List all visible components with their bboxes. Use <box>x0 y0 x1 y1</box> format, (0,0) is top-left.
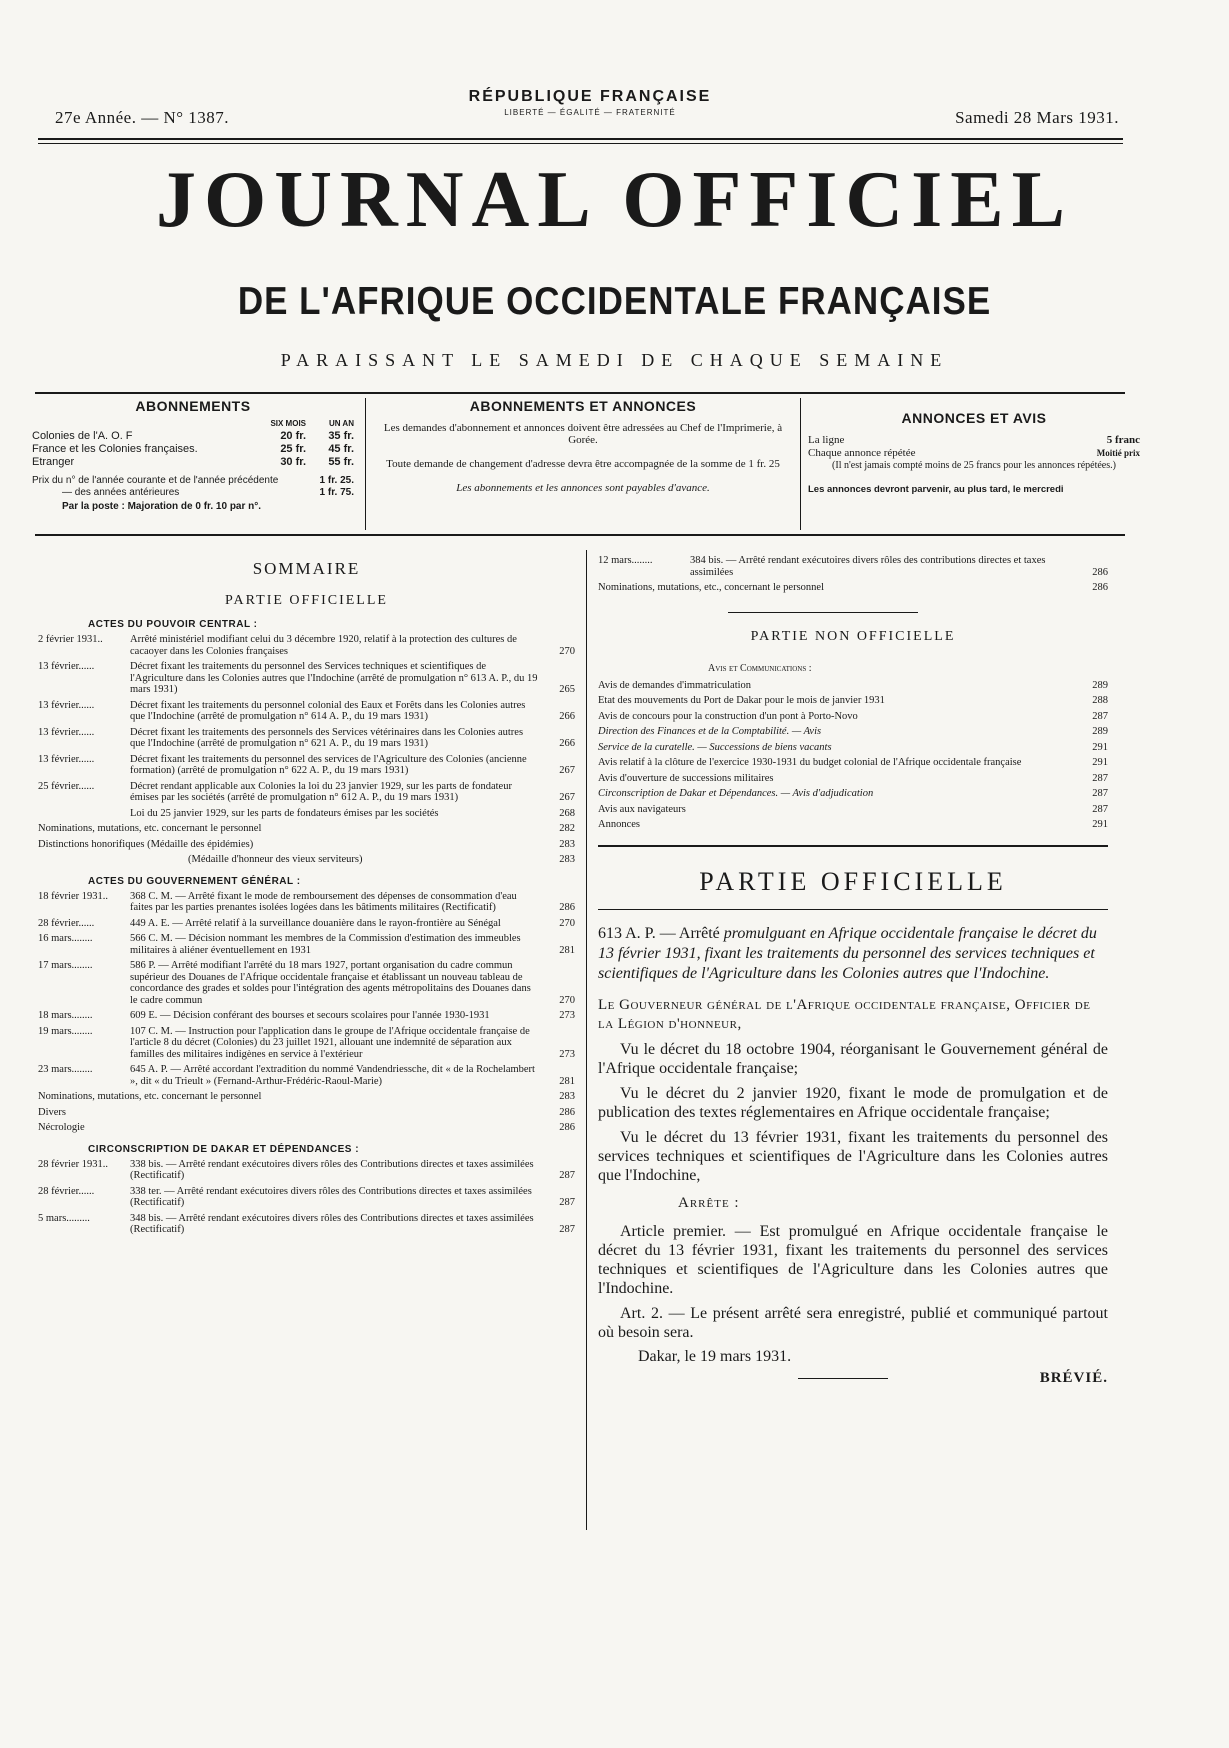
entry-page: 287 <box>1092 772 1108 784</box>
entry-page: 286 <box>1092 566 1108 578</box>
sommaire-entry[interactable] <box>38 1026 575 1061</box>
entry-page: 273 <box>559 1048 575 1060</box>
entry-text: Annonces <box>598 819 640 830</box>
sommaire-continued <box>598 555 1108 594</box>
box-divider-2 <box>800 398 801 530</box>
entry-text: Avis de demandes d'immatriculation <box>598 679 752 691</box>
entry-page: 273 <box>559 1010 575 1021</box>
entry-page: 265 <box>559 684 575 695</box>
partie-non-officielle-title: PARTIE NON OFFICIELLE <box>750 628 956 644</box>
entry-text: Nominations, mutations, etc. concernant le personnel <box>38 823 262 834</box>
entry-date: 28 février...... <box>38 917 95 929</box>
box-divider-1 <box>365 398 366 530</box>
entry-text: (Médaille d'honneur des vieux serviteurs) <box>188 854 363 865</box>
tarif-row <box>808 447 1140 460</box>
entry-text: 338 bis. — Arrêté rendant exécutoires divers rôles des Contributions directes et taxes assimilées (Rectificatif) <box>130 1158 534 1181</box>
section-rule <box>728 612 918 613</box>
arrete-heading-text: promulguant en Afrique occidentale française le décret du 13 février 1931, fixant les traitements du personnel des services techniques et scientifiques de l'Agriculture dans les Colonies autres que l'Indochine. <box>598 924 1097 982</box>
sommaire-entry[interactable] <box>38 1186 575 1209</box>
top-rule-thin <box>38 143 1123 144</box>
abonnements-annonces-box <box>374 396 792 532</box>
abonnements-annonces-p2: Toute demande de changement d'adresse devra être accompagnée de la somme de 1 fr. 25 <box>386 458 780 470</box>
entry-date: 16 mars........ <box>38 933 93 944</box>
sommaire-entry[interactable] <box>38 960 575 1006</box>
abonnement-row <box>32 443 354 456</box>
sommaire-entry[interactable] <box>38 1107 575 1119</box>
avis-entry[interactable] <box>598 695 1108 707</box>
sommaire-entry[interactable] <box>38 1091 575 1103</box>
sommaire-entry[interactable] <box>38 754 575 777</box>
avis-entry[interactable] <box>598 788 1108 800</box>
sommaire-entry[interactable] <box>38 781 575 804</box>
entry-text: Avis d'ouverture de successions militaires <box>598 772 774 784</box>
entry-date: 23 mars........ <box>38 1064 93 1075</box>
entry-page: 268 <box>559 807 575 819</box>
col-six-mois: SIX MOIS <box>270 419 306 428</box>
entry-page: 291 <box>1092 741 1108 753</box>
abonnement-an: 45 fr. <box>328 443 354 455</box>
entry-date: 13 février...... <box>38 661 95 672</box>
sommaire-entry[interactable] <box>38 1064 575 1087</box>
entry-text: Avis aux navigateurs <box>598 803 686 815</box>
entry-page: 289 <box>1092 679 1108 691</box>
abonnement-row <box>32 456 354 469</box>
sommaire-entry[interactable] <box>38 1213 575 1236</box>
entry-text: Avis relatif à la clôture de l'exercice 1930-1931 du budget colonial de l'Afrique occidentale française <box>598 757 1022 768</box>
prix-row <box>32 487 354 499</box>
entry-text: Arrêté ministériel modifiant celui du 3 décembre 1920, relatif à la protection des cultures de cacaoyer dans les Colonies françaises <box>130 634 517 657</box>
sommaire-entry[interactable] <box>38 727 575 750</box>
entry-date: 5 mars......... <box>38 1212 90 1224</box>
entry-page: 282 <box>559 823 575 834</box>
issue-date: Samedi 28 Mars 1931. <box>955 108 1119 127</box>
abonnement-row <box>32 430 354 443</box>
entry-page: 267 <box>559 792 575 803</box>
signature: BRÉVIÉ. <box>1039 1369 1108 1386</box>
entry-text: 368 C. M. — Arrêté fixant le mode de remboursement des dépenses de consommation d'eau faites par les parties prenantes isolées logées dans les bâtiments militaires (Rectificatif) <box>130 890 517 913</box>
entry-page: 287 <box>559 1197 575 1208</box>
entry-text: Circonscription de Dakar et Dépendances. — Avis d'adjudication <box>598 788 874 799</box>
tarif-row <box>808 434 1140 447</box>
entry-page: 286 <box>1092 582 1108 593</box>
abonnement-an: 55 fr. <box>328 456 354 468</box>
abonnements-box <box>32 396 354 532</box>
vu-paragraph: Vu le décret du 13 février 1931, fixant les traitements du personnel des services techniques et scientifiques de l'Agriculture dans les Colonies autres que l'Indochine, <box>598 1128 1108 1184</box>
entry-text: Décret fixant les traitements des personnels des Services vétérinaires dans les Colonies autres que l'Indochine (arrêté de promulgation n° 621 A. P., du 19 mars 1931) <box>130 726 524 749</box>
vu-paragraph: Vu le décret du 2 janvier 1920, fixant le mode de promulgation et de publication des textes réglementaires en Afrique occidentale française; <box>598 1084 1108 1121</box>
entry-text: Etat des mouvements du Port de Dakar pour le mois de janvier 1931 <box>598 695 885 706</box>
entry-page: 289 <box>1092 726 1108 737</box>
entry-date: 19 mars........ <box>38 1025 93 1037</box>
avis-entry[interactable] <box>598 804 1108 816</box>
entry-text: 338 ter. — Arrêté rendant exécutoires divers rôles des Contributions directes et taxes assimilées (Rectificatif) <box>130 1185 532 1208</box>
entry-text: Nominations, mutations, etc. concernant le personnel <box>38 1091 262 1102</box>
partie-officielle-subtitle: PARTIE OFFICIELLE <box>225 593 388 608</box>
entry-date: 28 février 1931.. <box>38 1158 108 1170</box>
abonnements-title: ABONNEMENTS <box>135 398 251 414</box>
entry-text: 107 C. M. — Instruction pour l'application dans le groupe de l'Afrique occidentale française de l'article 8 du décret (Colonies) du 23 juillet 1921, allouant une indemnité de séparation aux familles des militaires indigènes en service à l'extérieur <box>130 1025 530 1060</box>
prix-value: 1 fr. 25. <box>319 475 354 486</box>
sommaire-entry[interactable] <box>38 1159 575 1182</box>
issue-number: 27e Année. — N° 1387. <box>55 108 230 127</box>
abonnements-annonces-title: ABONNEMENTS ET ANNONCES <box>469 398 697 414</box>
entry-text: 449 A. E. — Arrêté relatif à la surveillance douanière dans le rayon-frontière au Sénégal <box>130 917 501 929</box>
entry-text: Direction des Finances et de la Comptabilité. — Avis <box>598 726 822 737</box>
abonnement-label: Colonies de l'A. O. F <box>32 430 133 442</box>
section-rule-thin <box>598 909 1108 910</box>
annonces-note: (Il n'est jamais compté moins de 25 francs pour les annonces répétées.) <box>832 460 1116 471</box>
entry-text: Service de la curatelle. — Successions de biens vacants <box>598 741 832 753</box>
entry-page: 287 <box>1092 803 1108 815</box>
sommaire-entry[interactable] <box>598 555 1108 578</box>
sommaire-entry[interactable] <box>38 918 575 930</box>
top-rule <box>38 138 1123 140</box>
abonnement-six: 30 fr. <box>280 456 306 468</box>
entry-text: Loi du 25 janvier 1929, sur les parts de fondateurs émises par les sociétés <box>130 807 439 819</box>
sommaire-entry[interactable] <box>38 634 575 657</box>
entry-page: 281 <box>559 1075 575 1087</box>
entry-page: 281 <box>559 944 575 956</box>
entry-text: Décret fixant les traitements du personnel des services de l'Agriculture des Colonies (ancienne formation) (arrêté de promulgation n° 622 A. P., du 19 mars 1931) <box>130 753 527 776</box>
annonces-delai: Les annonces devront parvenir, au plus tard, le mercredi <box>808 484 1064 495</box>
entry-text: 348 bis. — Arrêté rendant exécutoires divers rôles des Contributions directes et taxes assimilées (Rectificatif) <box>130 1212 534 1235</box>
entry-page: 266 <box>559 711 575 722</box>
annonces-avis-box <box>808 396 1140 532</box>
entry-date: 28 février...... <box>38 1185 95 1197</box>
avis-entry[interactable] <box>598 680 1108 692</box>
prix-row <box>32 475 354 487</box>
entry-date: 13 février...... <box>38 726 95 738</box>
article-2: Art. 2. — Le présent arrêté sera enregistré, publié et communiqué partout où besoin sera. <box>598 1304 1108 1341</box>
entry-text: Avis de concours pour la construction d'un pont à Porto-Novo <box>598 710 858 722</box>
poste-note: Par la poste : Majoration de 0 fr. 10 par n°. <box>62 501 262 512</box>
entry-text: 645 A. P. — Arrêté accordant l'extradition du nommé Vandendriessche, dit « de la Rochelambert », dit « du Trieult » (Fernand-Arthur-Frédéric-Raoul-Marie) <box>130 1064 535 1087</box>
publication-frequency: PARAISSANT LE SAMEDI DE CHAQUE SEMAINE <box>280 350 949 370</box>
sommaire-entry[interactable] <box>38 933 575 956</box>
entry-date: 18 mars........ <box>38 1010 93 1021</box>
abonnement-an: 35 fr. <box>328 430 354 442</box>
entry-date: 13 février...... <box>38 699 95 711</box>
sommaire-entry[interactable] <box>38 661 575 696</box>
entry-date: 12 mars........ <box>598 555 653 566</box>
entry-page: 270 <box>559 645 575 657</box>
abonnements-annonces-p3: Les abonnements et les annonces sont payables d'avance. <box>456 482 710 494</box>
avis-entry[interactable] <box>598 819 1108 831</box>
avis-entry[interactable] <box>598 742 1108 754</box>
tarif-label: Chaque annonce répétée <box>808 447 916 459</box>
box-rule-bottom <box>35 534 1125 536</box>
sommaire-entry[interactable] <box>38 700 575 723</box>
entry-page: 270 <box>559 994 575 1006</box>
lieu-date: Dakar, le 19 mars 1931. <box>638 1347 792 1365</box>
entry-page: 288 <box>1092 695 1108 706</box>
col-un-an: UN AN <box>328 419 354 428</box>
entry-page: 283 <box>559 854 575 865</box>
partie-officielle-title: PARTIE OFFICIELLE <box>699 866 1007 896</box>
entry-date: 13 février...... <box>38 753 95 765</box>
gouverneur-line: Le Gouverneur général de l'Afrique occidentale française, Officier de la Légion d'honneur, <box>598 996 1091 1032</box>
prix-label: — des années antérieures <box>62 487 180 498</box>
entry-page: 287 <box>1092 710 1108 722</box>
journal-title: JOURNAL OFFICIEL <box>156 156 1073 244</box>
entry-text: Décret fixant les traitements du personnel colonial des Eaux et Forêts dans les Colonies autres que l'Indochine (arrêté de promulgation n° 614 A. P., du 19 mars 1931) <box>130 699 526 722</box>
pouvoir-central-list <box>38 634 575 866</box>
arrete-heading <box>598 924 1108 984</box>
annonces-avis-title: ANNONCES ET AVIS <box>901 410 1047 426</box>
entry-page: 283 <box>559 838 575 850</box>
entry-page: 266 <box>559 738 575 749</box>
entry-page: 267 <box>559 765 575 776</box>
avis-entry[interactable] <box>598 757 1108 769</box>
entry-text: 384 bis. — Arrêté rendant exécutoires divers rôles des contributions directes et taxes assimilées <box>690 555 1046 578</box>
entry-page: 283 <box>559 1091 575 1102</box>
vu-paragraph: Vu le décret du 18 octobre 1904, réorganisant le Gouvernement général de l'Afrique occidentale française; <box>598 1040 1108 1077</box>
abonnement-label: Etranger <box>32 456 75 468</box>
sommaire-entry[interactable] <box>38 1010 575 1022</box>
sommaire-entry[interactable] <box>38 891 575 914</box>
entry-text: Nécrologie <box>38 1122 85 1133</box>
entry-text: 586 P. — Arrêté modifiant l'arrêté du 18 mars 1927, portant organisation du cadre commun supérieur des Douanes de l'Afrique occidentale française et établissant un nouveau tableau de concordance des grades et soldes pour l'intégration des agents métropolitains des Douanes dans le cadre commun <box>130 960 531 1006</box>
avis-entry[interactable] <box>598 726 1108 738</box>
entry-text: Nominations, mutations, etc., concernant le personnel <box>598 582 824 593</box>
entry-page: 287 <box>559 1224 575 1235</box>
entry-date: 25 février...... <box>38 780 95 792</box>
tarif-value: Moitié prix <box>1096 448 1140 458</box>
column-divider <box>586 550 587 1530</box>
entry-text: Décret rendant applicable aux Colonies la loi du 23 janvier 1929, sur les parts de fondateur émises par les sociétés (arrêté de promulgation n° 612 A. P., du 19 mars 1931) <box>130 780 512 803</box>
abonnement-label: France et les Colonies françaises. <box>32 443 198 455</box>
entry-date: 2 février 1931.. <box>38 634 103 645</box>
article-1: Article premier. — Est promulgué en Afrique occidentale française le décret du 13 février 1931, fixant les traitements du personnel des services techniques et scientifiques de l'Agriculture dans les Colonies autres que l'Indochine. <box>598 1222 1108 1297</box>
sommaire-entry[interactable] <box>38 1122 575 1134</box>
tarif-value: 5 franc <box>1106 434 1140 446</box>
pouvoir-central-heading: ACTES DU POUVOIR CENTRAL : <box>88 619 258 630</box>
signature-rule <box>798 1378 888 1379</box>
right-column <box>598 555 1108 1387</box>
entry-page: 291 <box>1092 757 1108 768</box>
journal-subtitle: DE L'AFRIQUE OCCIDENTALE FRANÇAISE <box>237 280 992 323</box>
prix-value: 1 fr. 75. <box>319 487 354 498</box>
entry-text: Distinctions honorifiques (Médaille des épidémies) <box>38 838 254 850</box>
avis-entry[interactable] <box>598 773 1108 785</box>
sommaire-entry[interactable] <box>38 823 575 835</box>
gouvernement-general-heading: ACTES DU GOUVERNEMENT GÉNÉRAL : <box>88 875 301 887</box>
entry-page: 286 <box>559 902 575 913</box>
republique-block <box>420 88 760 117</box>
abonnements-col-headers <box>32 418 354 430</box>
prix-label: Prix du n° de l'année courante et de l'année précédente <box>32 475 279 486</box>
entry-text: 566 C. M. — Décision nommant les membres de la Commission d'estimation des immeubles militaires à aliéner éventuellement en 1931 <box>130 933 521 956</box>
entry-text: 609 E. — Décision conférant des bourses et secours scolaires pour l'année 1930-1931 <box>130 1010 490 1021</box>
entry-page: 291 <box>1092 819 1108 830</box>
arrete-number: 613 A. P. — Arrêté <box>598 924 720 942</box>
avis-heading: Avis et Communications : <box>708 662 812 674</box>
entry-page: 287 <box>559 1170 575 1181</box>
avis-list <box>598 680 1108 831</box>
sommaire-column <box>38 555 575 1240</box>
avis-entry[interactable] <box>598 711 1108 723</box>
entry-date: 17 mars........ <box>38 960 93 971</box>
sommaire-title: SOMMAIRE <box>252 559 361 578</box>
tarif-label: La ligne <box>808 434 845 446</box>
entry-page: 286 <box>559 1106 575 1118</box>
sommaire-entry[interactable] <box>598 582 1108 594</box>
sommaire-entry[interactable] <box>38 854 575 866</box>
entry-page: 287 <box>1092 788 1108 799</box>
abonnement-six: 20 fr. <box>280 430 306 442</box>
box-rule-top <box>35 392 1125 394</box>
entry-date: 18 février 1931.. <box>38 890 108 902</box>
arrete-label: Arrête : <box>678 1194 740 1211</box>
entry-text: Décret fixant les traitements du personnel des Services techniques et scientifiques de l'Agriculture dans les Colonies autres que l'Indochine (arrêté de promulgation n° 613 A. P., du 19 mars 1931) <box>130 661 538 695</box>
devise: LIBERTÉ — ÉGALITÉ — FRATERNITÉ <box>504 108 676 117</box>
dakar-list <box>38 1159 575 1236</box>
entry-page: 286 <box>559 1122 575 1133</box>
republique-label: RÉPUBLIQUE FRANÇAISE <box>468 88 712 105</box>
sommaire-entry[interactable] <box>38 808 575 820</box>
entry-page: 270 <box>559 917 575 929</box>
sommaire-entry[interactable] <box>38 839 575 851</box>
gouvernement-general-list <box>38 891 575 1134</box>
abonnement-six: 25 fr. <box>280 443 306 455</box>
dakar-heading: CIRCONSCRIPTION DE DAKAR ET DÉPENDANCES : <box>88 1143 360 1155</box>
entry-date <box>38 808 130 820</box>
section-rule-thick <box>598 845 1108 847</box>
entry-text: Divers <box>38 1106 66 1118</box>
abonnements-annonces-p1: Les demandes d'abonnement et annonces doivent être adressées au Chef de l'Imprimerie, à Gorée. <box>383 422 783 446</box>
